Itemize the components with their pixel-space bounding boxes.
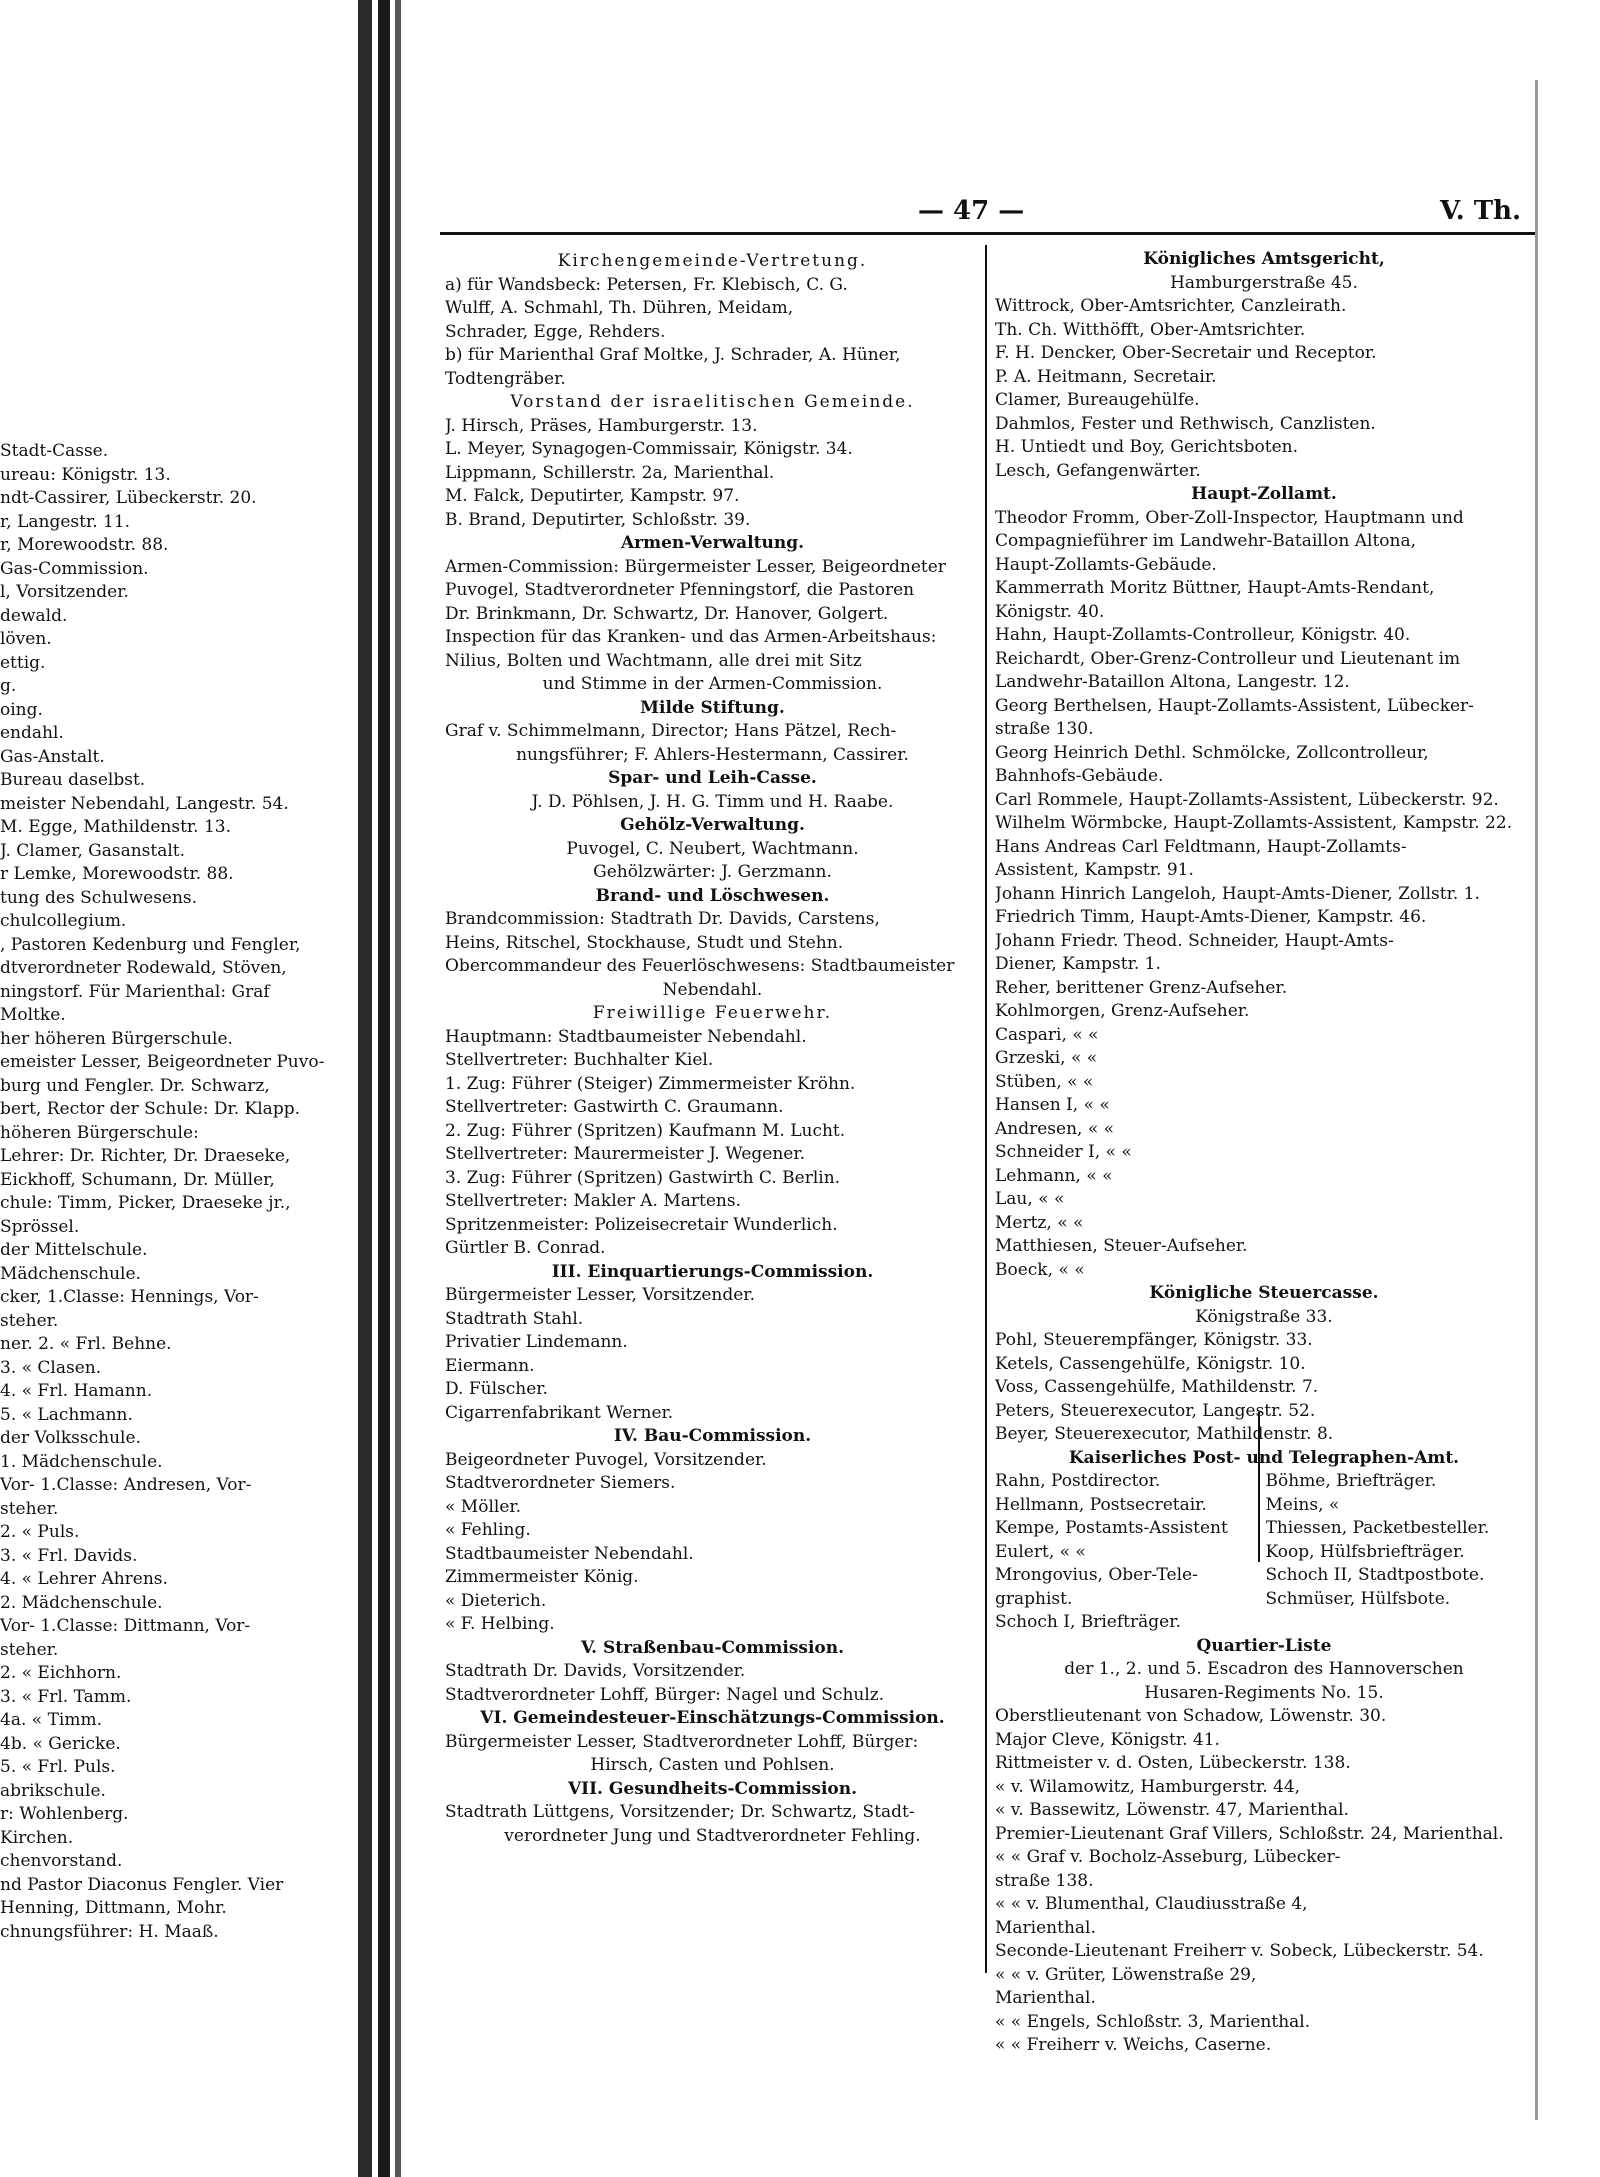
- lc-line: M. Egge, Mathildenstr. 13.: [0, 817, 232, 837]
- mc-line: « Dieterich.: [445, 1590, 547, 1611]
- lc-line: meister Nebendahl, Langestr. 54.: [0, 793, 289, 814]
- lc-line: l, Vorsitzender.: [0, 582, 129, 602]
- mc-line: L. Meyer, Synagogen-Commissair, Königstr. 34.: [445, 439, 853, 459]
- mc-line: Stadtverordneter Lohff, Bürger: Nagel und Schulz.: [445, 1684, 885, 1705]
- lc-line: ureau: Königstr. 13.: [0, 464, 171, 485]
- mc-line: Stadtverordneter Siemers.: [445, 1473, 676, 1493]
- rc-main-line: Dahmlos, Fester und Rethwisch, Canzlisten.: [995, 413, 1376, 434]
- mc-line: J. Hirsch, Präses, Hamburgerstr. 13.: [445, 415, 758, 436]
- rc-main-line: Bahnhofs-Gebäude.: [995, 766, 1164, 786]
- rc-main-line: Johann Hinrich Langeloh, Haupt-Amts-Diener, Zollstr. 1.: [995, 883, 1480, 904]
- post-left-line: Eulert, « «: [995, 1541, 1086, 1562]
- mc-line: Nilius, Bolten und Wachtmann, alle drei mit Sitz: [445, 650, 862, 671]
- post-office-list: [995, 1470, 1533, 1635]
- quartier-line: Husaren-Regiments No. 15.: [1144, 1682, 1384, 1703]
- lc-line: chnungsführer: H. Maaß.: [0, 1921, 219, 1942]
- mc-line: V. Straßenbau-Commission.: [580, 1637, 845, 1658]
- mc-line: Wulff, A. Schmahl, Th. Dühren, Meidam,: [445, 298, 794, 318]
- left-page-column: [0, 440, 360, 1944]
- rc-main-line: Reichardt, Ober-Grenz-Controlleur und Lieutenant im: [995, 648, 1461, 669]
- rc-main-line: Pohl, Steuerempfänger, Königstr. 33.: [995, 1330, 1313, 1350]
- lc-line: steher.: [0, 1310, 59, 1331]
- mc-line: « F. Helbing.: [445, 1614, 555, 1634]
- right-column-main: [995, 248, 1533, 1470]
- rc-main-line: Hamburgerstraße 45.: [1170, 272, 1358, 293]
- lc-line: 5. « Lachmann.: [0, 1404, 133, 1425]
- rc-main-line: Carl Rommele, Haupt-Zollamts-Assistent, Lübeckerstr. 92.: [995, 789, 1499, 810]
- mc-line: Vorstand der israelitischen Gemeinde.: [510, 392, 915, 412]
- post-staff-left: [995, 1470, 1258, 1635]
- quartier-list: [995, 1635, 1533, 2058]
- rc-main-line: Hansen I, « «: [995, 1095, 1110, 1115]
- lc-line: Henning, Dittmann, Mohr.: [0, 1898, 227, 1918]
- mc-line: Stadtbaumeister Nebendahl.: [445, 1543, 694, 1564]
- lc-line: tung des Schulwesens.: [0, 887, 198, 908]
- mc-line: Lippmann, Schillerstr. 2a, Marienthal.: [445, 462, 775, 483]
- mc-line: IV. Bau-Commission.: [613, 1426, 812, 1446]
- lc-line: her höheren Bürgerschule.: [0, 1028, 233, 1049]
- mc-line: « Fehling.: [445, 1520, 531, 1540]
- lc-line: steher.: [0, 1639, 59, 1660]
- lc-line: 2. « Puls.: [0, 1522, 80, 1542]
- mc-line: Gehölzwärter: J. Gerzmann.: [593, 862, 832, 882]
- rc-main-line: Kammerrath Moritz Büttner, Haupt-Amts-Rendant,: [995, 578, 1435, 598]
- column-divider: [985, 245, 987, 1973]
- mc-line: Todtengräber.: [445, 368, 566, 389]
- mc-line: Bürgermeister Lesser, Stadtverordneter Lohff, Bürger:: [445, 1731, 919, 1752]
- rc-main-line: Peters, Steuerexecutor, Langestr. 52.: [995, 1400, 1316, 1421]
- post-left-line: Rahn, Postdirector.: [995, 1471, 1161, 1491]
- post-right-line: Koop, Hülfsbriefträger.: [1265, 1541, 1465, 1562]
- lc-line: chenvorstand.: [0, 1851, 123, 1871]
- rc-main-line: Friedrich Timm, Haupt-Amts-Diener, Kampstr. 46.: [995, 907, 1427, 927]
- quartier-line: « v. Wilamowitz, Hamburgerstr. 44,: [995, 1776, 1301, 1797]
- lc-line: 4. « Lehrer Ahrens.: [0, 1569, 168, 1589]
- rc-main-line: Boeck, « «: [995, 1259, 1085, 1280]
- page-number: — 47 —: [918, 196, 1025, 226]
- lc-line: 5. « Frl. Puls.: [0, 1757, 116, 1777]
- mc-line: VII. Gesundheits-Commission.: [567, 1778, 858, 1799]
- mc-line: Stellvertreter: Gastwirth C. Graumann.: [445, 1097, 784, 1117]
- mc-line: Graf v. Schimmelmann, Director; Hans Pätzel, Rech-: [445, 721, 897, 741]
- lc-line: g.: [0, 676, 17, 696]
- quartier-line: Quartier-Liste: [1196, 1635, 1332, 1656]
- right-column: [995, 248, 1533, 2058]
- lc-line: Kirchen.: [0, 1827, 74, 1848]
- rc-main-line: F. H. Dencker, Ober-Secretair und Receptor.: [995, 343, 1377, 363]
- rc-main-line: Grzeski, « «: [995, 1048, 1098, 1068]
- rc-main-line: Compagnieführer im Landwehr-Bataillon Altona,: [995, 531, 1417, 551]
- rc-main-line: Haupt-Zollamts-Gebäude.: [995, 554, 1217, 575]
- mc-line: Dr. Brinkmann, Dr. Schwartz, Dr. Hanover, Golgert.: [445, 603, 889, 624]
- mc-line: Puvogel, C. Neubert, Wachtmann.: [566, 838, 859, 859]
- rc-main-line: P. A. Heitmann, Secretair.: [995, 366, 1217, 387]
- mc-line: III. Einquartierungs-Commission.: [551, 1261, 874, 1282]
- rc-main-line: Wittrock, Ober-Amtsrichter, Canzleirath.: [995, 296, 1347, 316]
- post-left-line: Hellmann, Postsecretair.: [995, 1494, 1207, 1515]
- lc-line: steher.: [0, 1498, 59, 1519]
- mc-line: Schrader, Egge, Rehders.: [445, 321, 666, 342]
- lc-line: 3. « Frl. Tamm.: [0, 1686, 132, 1707]
- rc-main-line: Reher, berittener Grenz-Aufseher.: [995, 977, 1288, 998]
- lc-line: Mädchenschule.: [0, 1263, 141, 1284]
- mc-line: Hauptmann: Stadtbaumeister Nebendahl.: [445, 1026, 807, 1047]
- lc-line: ner. 2. « Frl. Behne.: [0, 1334, 172, 1354]
- mc-line: b) für Marienthal Graf Moltke, J. Schrader, A. Hüner,: [445, 345, 901, 365]
- mc-line: Stadtrath Stahl.: [445, 1308, 584, 1329]
- mc-line: J. D. Pöhlsen, J. H. G. Timm und H. Raabe.: [531, 791, 894, 812]
- mc-line: Cigarrenfabrikant Werner.: [445, 1402, 674, 1423]
- lc-line: Eickhoff, Schumann, Dr. Müller,: [0, 1169, 275, 1190]
- rc-main-line: Johann Friedr. Theod. Schneider, Haupt-Amts-: [995, 930, 1394, 951]
- lc-line: r Lemke, Morewoodstr. 88.: [0, 864, 234, 884]
- mc-line: Heins, Ritschel, Stockhause, Studt und Stehn.: [445, 932, 844, 953]
- mc-line: Gürtler B. Conrad.: [445, 1238, 606, 1258]
- post-right-line: Böhme, Briefträger.: [1265, 1471, 1437, 1491]
- mc-line: Brand- und Löschwesen.: [595, 885, 830, 906]
- mc-line: Brandcommission: Stadtrath Dr. Davids, Carstens,: [445, 909, 880, 929]
- rc-main-line: Andresen, « «: [995, 1118, 1115, 1139]
- lc-line: Gas-Anstalt.: [0, 746, 105, 767]
- quartier-line: « « v. Blumenthal, Claudiusstraße 4,: [995, 1894, 1308, 1914]
- rc-main-line: Kohlmorgen, Grenz-Aufseher.: [995, 1001, 1250, 1021]
- book-gutter-edge: [395, 0, 401, 2177]
- lc-line: burg und Fengler. Dr. Schwarz,: [0, 1075, 270, 1096]
- quartier-line: Marienthal.: [995, 1917, 1096, 1938]
- mc-line: « Möller.: [445, 1496, 522, 1517]
- mc-line: a) für Wandsbeck: Petersen, Fr. Klebisch, C. G.: [445, 274, 848, 295]
- lc-line: Gas-Commission.: [0, 558, 149, 579]
- rc-main-line: Caspari, « «: [995, 1024, 1099, 1045]
- lc-line: ningstorf. Für Marienthal: Graf: [0, 981, 270, 1002]
- rc-main-line: Theodor Fromm, Ober-Zoll-Inspector, Hauptmann und: [995, 507, 1464, 528]
- lc-line: Vor- 1.Classe: Dittmann, Vor-: [0, 1616, 251, 1636]
- lc-line: ndt-Cassirer, Lübeckerstr. 20.: [0, 488, 257, 508]
- lc-line: nd Pastor Diaconus Fengler. Vier: [0, 1874, 284, 1895]
- mc-line: Zimmermeister König.: [445, 1567, 639, 1587]
- post-staff-right: [1258, 1470, 1533, 1635]
- rc-main-line: Landwehr-Bataillon Altona, Langestr. 12.: [995, 672, 1350, 692]
- mc-line: Spritzenmeister: Polizeisecretair Wunderlich.: [445, 1214, 838, 1235]
- mc-line: Puvogel, Stadtverordneter Pfenningstorf, die Pastoren: [445, 580, 915, 600]
- section-marker: V. Th.: [1440, 196, 1522, 226]
- lc-line: 1. Mädchenschule.: [0, 1451, 163, 1472]
- rc-main-line: Matthiesen, Steuer-Aufseher.: [995, 1236, 1248, 1256]
- rc-main-line: Haupt-Zollamt.: [1191, 484, 1337, 504]
- mc-line: Gehölz-Verwaltung.: [620, 815, 805, 835]
- quartier-line: « « Freiherr v. Weichs, Caserne.: [995, 2035, 1272, 2055]
- mc-line: Beigeordneter Puvogel, Vorsitzender.: [445, 1449, 767, 1470]
- lc-line: Moltke.: [0, 1005, 66, 1025]
- quartier-line: der 1., 2. und 5. Escadron des Hannoverschen: [1064, 1659, 1464, 1679]
- quartier-line: « « Graf v. Bocholz-Asseburg, Lübecker-: [995, 1847, 1341, 1867]
- quartier-line: « « v. Grüter, Löwenstraße 29,: [995, 1964, 1257, 1985]
- lc-line: 4b. « Gericke.: [0, 1733, 121, 1754]
- post-left-line: Kempe, Postamts-Assistent: [995, 1518, 1228, 1538]
- rc-main-line: Georg Heinrich Dethl. Schmölcke, Zollcontrolleur,: [995, 742, 1429, 763]
- quartier-line: straße 138.: [995, 1870, 1094, 1891]
- mc-line: Armen-Verwaltung.: [620, 533, 804, 553]
- book-gutter-shadow: [358, 0, 372, 2177]
- quartier-line: Rittmeister v. d. Osten, Lübeckerstr. 138.: [995, 1753, 1351, 1773]
- middle-column: [445, 250, 980, 1848]
- lc-line: 4a. « Timm.: [0, 1710, 102, 1730]
- rc-main-line: Königstraße 33.: [1195, 1306, 1333, 1327]
- mc-line: verordneter Jung und Stadtverordneter Fehling.: [504, 1825, 921, 1846]
- lc-line: Bureau daselbst.: [0, 770, 146, 790]
- mc-line: Hirsch, Casten und Pohlsen.: [590, 1755, 835, 1775]
- quartier-line: Premier-Lieutenant Graf Villers, Schloßstr. 24, Marienthal.: [995, 1823, 1504, 1844]
- page-right-edge: [1535, 80, 1538, 2120]
- rc-main-line: Königliche Steuercasse.: [1149, 1283, 1379, 1303]
- quartier-line: Oberstlieutenant von Schadow, Löwenstr. 30.: [995, 1706, 1387, 1726]
- post-left-line: graphist.: [995, 1588, 1073, 1609]
- quartier-line: Marienthal.: [995, 1988, 1096, 2008]
- lc-line: chule: Timm, Picker, Draeseke jr.,: [0, 1193, 291, 1213]
- post-left-line: Mrongovius, Ober-Tele-: [995, 1565, 1198, 1585]
- rc-main-line: Voss, Cassengehülfe, Mathildenstr. 7.: [995, 1377, 1319, 1397]
- rc-main-line: Beyer, Steuerexecutor, Mathildenstr. 8.: [995, 1424, 1334, 1444]
- rc-main-line: Wilhelm Wörmbcke, Haupt-Zollamts-Assistent, Kampstr. 22.: [995, 813, 1513, 833]
- post-right-line: Thiessen, Packetbesteller.: [1265, 1518, 1490, 1538]
- rc-main-line: Königliches Amtsgericht,: [1143, 249, 1385, 269]
- lc-line: 4. « Frl. Hamann.: [0, 1381, 153, 1401]
- mc-line: B. Brand, Deputirter, Schloßstr. 39.: [445, 509, 751, 530]
- lc-line: 2. Mädchenschule.: [0, 1592, 163, 1613]
- lc-line: chulcollegium.: [0, 911, 127, 931]
- rc-main-line: straße 130.: [995, 719, 1094, 739]
- rc-main-line: Königstr. 40.: [995, 601, 1105, 622]
- rc-main-line: Stüben, « «: [995, 1071, 1094, 1092]
- post-right-line: Schmüser, Hülfsbote.: [1265, 1588, 1451, 1609]
- mc-line: Freiwillige Feuerwehr.: [592, 1003, 833, 1023]
- lc-line: 3. « Frl. Davids.: [0, 1545, 138, 1566]
- lc-line: löven.: [0, 629, 52, 649]
- rc-main-line: Assistent, Kampstr. 91.: [995, 860, 1194, 880]
- mc-line: Stadtrath Dr. Davids, Vorsitzender.: [445, 1661, 746, 1681]
- quartier-line: « « Engels, Schloßstr. 3, Marienthal.: [995, 2011, 1311, 2032]
- lc-line: emeister Lesser, Beigeordneter Puvo-: [0, 1052, 325, 1072]
- lc-line: bert, Rector der Schule: Dr. Klapp.: [0, 1099, 300, 1119]
- mc-line: M. Falck, Deputirter, Kampstr. 97.: [445, 486, 740, 506]
- rc-main-line: Kaiserliches Post- und Telegraphen-Amt.: [1068, 1447, 1460, 1468]
- lc-line: , Pastoren Kedenburg und Fengler,: [0, 934, 301, 955]
- mc-line: Stellvertreter: Makler A. Martens.: [445, 1191, 741, 1211]
- lc-line: 3. « Clasen.: [0, 1357, 102, 1378]
- lc-line: abrikschule.: [0, 1780, 106, 1801]
- lc-line: der Volksschule.: [0, 1428, 141, 1448]
- mc-line: Eiermann.: [445, 1355, 535, 1376]
- lc-line: Vor- 1.Classe: Andresen, Vor-: [0, 1475, 252, 1495]
- mc-line: und Stimme in der Armen-Commission.: [542, 674, 883, 694]
- post-right-line: Schoch II, Stadtpostbote.: [1265, 1565, 1485, 1585]
- lc-line: Stadt-Casse.: [0, 441, 109, 461]
- lc-line: cker, 1.Classe: Hennings, Vor-: [0, 1287, 259, 1307]
- rc-main-line: Clamer, Bureaugehülfe.: [995, 390, 1200, 410]
- header-rule: [440, 232, 1535, 235]
- rc-main-line: Th. Ch. Witthöfft, Ober-Amtsrichter.: [995, 319, 1306, 340]
- mc-line: 1. Zug: Führer (Steiger) Zimmermeister Kröhn.: [445, 1073, 856, 1094]
- mc-line: Nebendahl.: [662, 979, 763, 1000]
- mc-line: Bürgermeister Lesser, Vorsitzender.: [445, 1285, 755, 1305]
- rc-main-line: Georg Berthelsen, Haupt-Zollamts-Assistent, Lübecker-: [995, 695, 1474, 716]
- mc-line: Stadtrath Lüttgens, Vorsitzender; Dr. Schwartz, Stadt-: [445, 1802, 915, 1822]
- lc-line: Lehrer: Dr. Richter, Dr. Draeseke,: [0, 1146, 291, 1166]
- lc-line: der Mittelschule.: [0, 1240, 148, 1260]
- rc-main-line: Lesch, Gefangenwärter.: [995, 460, 1201, 481]
- mc-line: Spar- und Leih-Casse.: [608, 768, 817, 788]
- lc-line: r: Wohlenberg.: [0, 1804, 129, 1824]
- book-gutter-binding: [378, 0, 390, 2177]
- mc-line: Stellvertreter: Maurermeister J. Wegener.: [445, 1144, 806, 1164]
- rc-main-line: Lau, « «: [995, 1189, 1065, 1209]
- rc-main-line: Ketels, Cassengehülfe, Königstr. 10.: [995, 1353, 1306, 1374]
- mc-line: 2. Zug: Führer (Spritzen) Kaufmann M. Lucht.: [445, 1120, 846, 1141]
- rc-main-line: Mertz, « «: [995, 1212, 1084, 1233]
- rc-main-line: H. Untiedt und Boy, Gerichtsboten.: [995, 437, 1299, 457]
- mc-line: VI. Gemeindesteuer-Einschätzungs-Commission.: [480, 1708, 945, 1728]
- quartier-line: « v. Bassewitz, Löwenstr. 47, Marienthal.: [995, 1800, 1349, 1820]
- lc-line: J. Clamer, Gasanstalt.: [0, 840, 186, 861]
- mc-line: 3. Zug: Führer (Spritzen) Gastwirth C. Berlin.: [445, 1167, 841, 1188]
- post-left-line: Schoch I, Briefträger.: [995, 1612, 1181, 1632]
- quartier-line: Seconde-Lieutenant Freiherr v. Sobeck, Lübeckerstr. 54.: [995, 1941, 1484, 1961]
- lc-line: oing.: [0, 699, 43, 720]
- rc-main-line: Hans Andreas Carl Feldtmann, Haupt-Zollamts-: [995, 836, 1407, 857]
- lc-line: dtverordneter Rodewald, Stöven,: [0, 958, 287, 978]
- lc-line: höheren Bürgerschule:: [0, 1122, 199, 1143]
- lc-line: dewald.: [0, 605, 68, 626]
- mc-line: D. Fülscher.: [445, 1379, 548, 1399]
- rc-main-line: Lehmann, « «: [995, 1165, 1113, 1186]
- quartier-line: Major Cleve, Königstr. 41.: [995, 1729, 1220, 1750]
- lc-line: Sprössel.: [0, 1216, 80, 1237]
- lc-line: r, Langestr. 11.: [0, 511, 131, 532]
- mc-line: nungsführer; F. Ahlers-Hestermann, Cassirer.: [516, 744, 909, 765]
- post-right-line: Meins, «: [1265, 1494, 1340, 1515]
- mc-line: Armen-Commission: Bürgermeister Lesser, Beigeordneter: [445, 556, 946, 577]
- mc-line: Obercommandeur des Feuerlöschwesens: Stadtbaumeister: [445, 956, 955, 976]
- rc-main-line: Hahn, Haupt-Zollamts-Controlleur, Königstr. 40.: [995, 625, 1411, 645]
- mc-line: Inspection für das Kranken- und das Armen-Arbeitshaus:: [445, 627, 937, 647]
- lc-line: ettig.: [0, 652, 46, 673]
- mc-line: Stellvertreter: Buchhalter Kiel.: [445, 1050, 714, 1070]
- mc-line: Kirchengemeinde-Vertretung.: [557, 251, 868, 271]
- lc-line: 2. « Eichhorn.: [0, 1663, 122, 1683]
- lc-line: r, Morewoodstr. 88.: [0, 535, 169, 555]
- rc-main-line: Schneider I, « «: [995, 1142, 1132, 1162]
- mc-line: Milde Stiftung.: [640, 697, 785, 718]
- rc-main-line: Diener, Kampstr. 1.: [995, 954, 1161, 974]
- mc-line: Privatier Lindemann.: [445, 1332, 628, 1352]
- lc-line: endahl.: [0, 723, 64, 743]
